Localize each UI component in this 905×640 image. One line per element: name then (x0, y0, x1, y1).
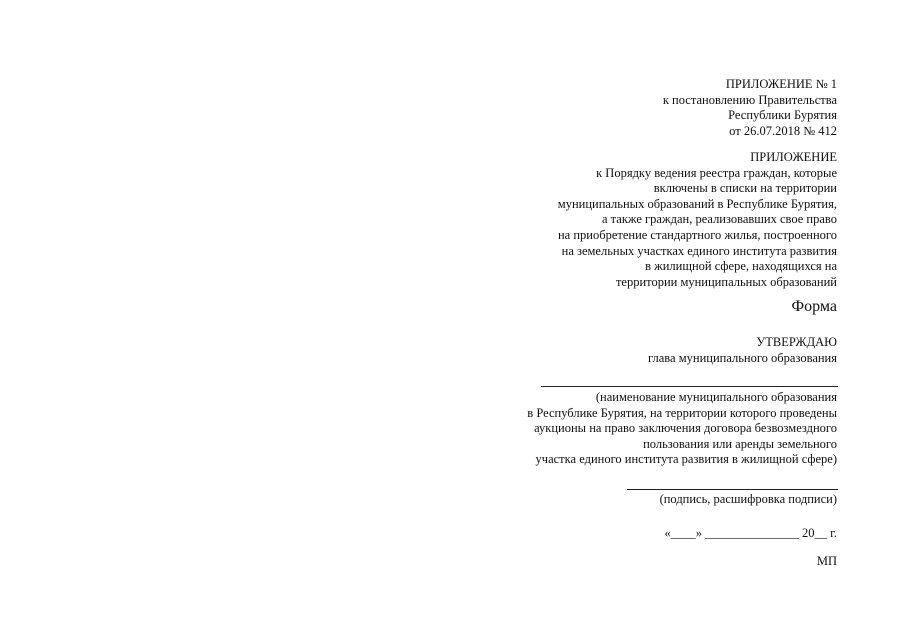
appendix-order-line: на приобретение стандартного жилья, построенного (557, 227, 837, 242)
form-label: Форма (791, 298, 837, 315)
appendix-order-line: муниципальных образований в Республике Бурятия, (557, 196, 837, 211)
municipality-caption-line: аукционы на право заключения договора безвозмездного (534, 421, 837, 436)
appendix-header-line: Республики Бурятия (728, 108, 837, 123)
appendix-header-line: от 26.07.2018 № 412 (729, 123, 837, 138)
signature-line (627, 489, 838, 490)
municipality-caption-line: в Республике Бурятия, на территории которого проведены (527, 405, 837, 420)
appendix-order-line: а также граждан, реализовавших свое право (602, 212, 837, 227)
appendix-header-line: к постановлению Правительства (662, 92, 837, 107)
appendix-order-line: в жилищной сфере, находящихся на (645, 259, 837, 274)
appendix-order-line: к Порядку ведения реестра граждан, которые (596, 165, 837, 180)
appendix-order-line: включены в списки на территории (653, 181, 837, 196)
municipality-caption-line: (наименование муниципального образования (595, 390, 837, 404)
appendix-order-line: на земельных участках единого института развития (561, 243, 837, 258)
municipality-caption-line: пользования или аренды земельного (643, 436, 837, 451)
signature-caption: (подпись, расшифровка подписи) (659, 492, 837, 506)
appendix-header (663, 77, 837, 139)
stamp-label: МП (816, 554, 837, 568)
appendix-header-line: ПРИЛОЖЕНИЕ № 1 (725, 77, 837, 91)
approval-title: УТВЕРЖДАЮ (756, 335, 837, 349)
municipality-caption (527, 390, 837, 468)
approval-subtitle: глава муниципального образования (648, 350, 837, 365)
appendix-order-line: территории муниципальных образований (615, 274, 837, 289)
municipality-name-line (541, 386, 838, 387)
appendix-order-line: ПРИЛОЖЕНИЕ (750, 150, 837, 164)
municipality-caption-line: участка единого института развития в жилищной сфере) (535, 452, 837, 467)
approval-block (648, 335, 837, 366)
appendix-order (558, 150, 837, 290)
date-line: «____» _______________ 20__ г. (664, 526, 837, 540)
